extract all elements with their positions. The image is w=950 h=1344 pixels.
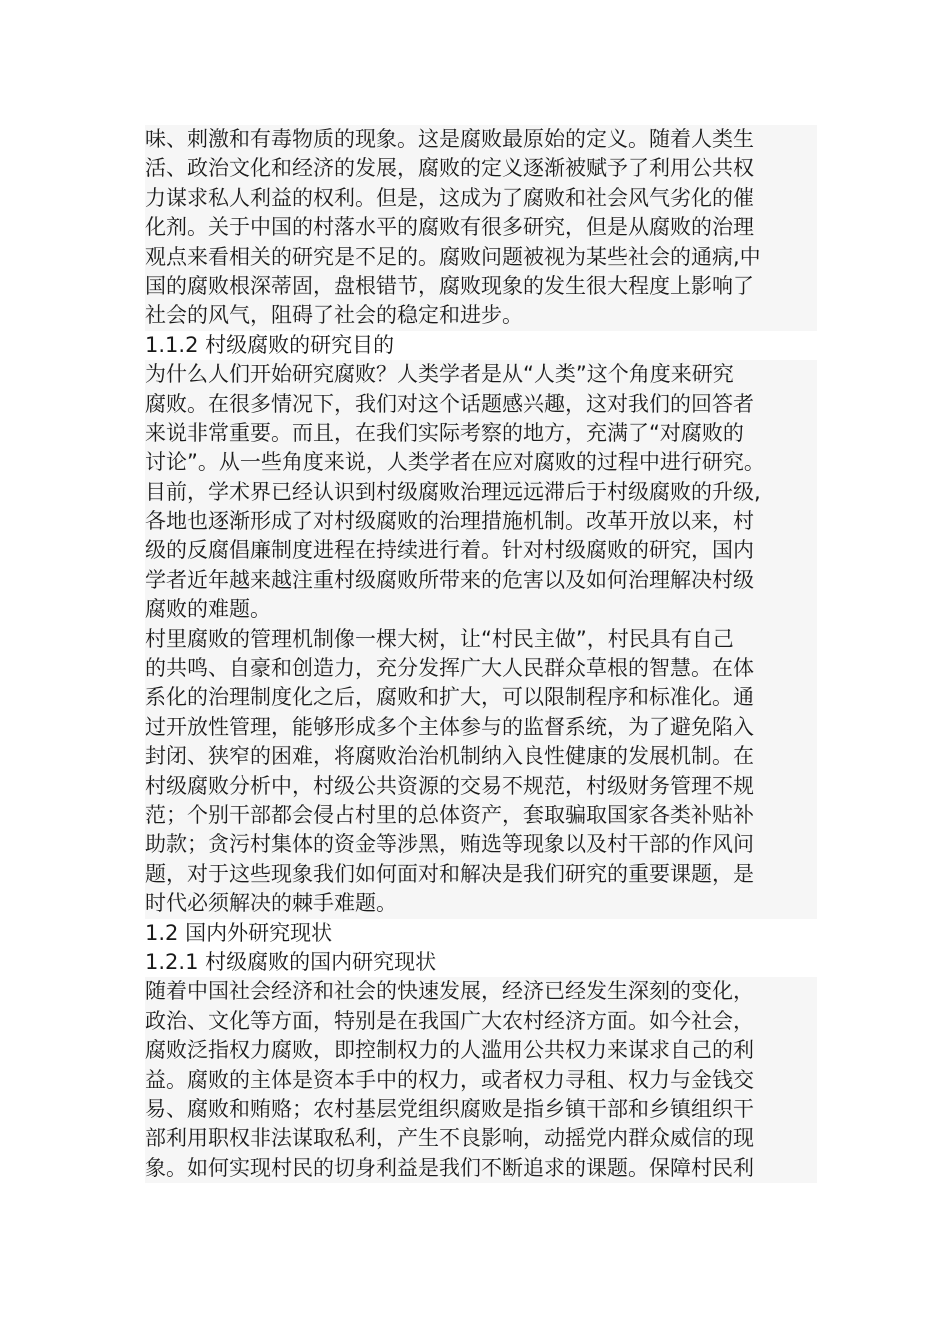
text-line: 级的反腐倡廉制度进程在持续进行着。针对村级腐败的研究，国内 — [145, 538, 754, 563]
text-line: 过开放性管理，能够形成多个主体参与的监督系统，为了避免陷入 — [145, 714, 754, 739]
text-line: 味、刺激和有毒物质的现象。这是腐败最原始的定义。随着人类生 — [145, 127, 754, 151]
document-body — [145, 125, 817, 1183]
text-line: 国的腐败根深蒂固，盘根错节，腐败现象的发生很大程度上影响了 — [145, 273, 754, 298]
text-line: 腐败的难题。 — [145, 597, 271, 622]
text-line: 的共鸣、自豪和创造力，充分发挥广大人民群众草根的智慧。在体 — [145, 656, 754, 681]
text-line: 讨论”。从一些角度来说，人类学者在应对腐败的过程中进行研究。 — [145, 450, 765, 475]
text-line: 易、腐败和贿赂；农村基层党组织腐败是指乡镇干部和乡镇组织干 — [145, 1096, 754, 1121]
text-line: 学者近年越来越注重村级腐败所带来的危害以及如何治理解决村级 — [145, 567, 754, 592]
text-line: 腐败。在很多情况下，我们对这个话题感兴趣，这对我们的回答者 — [145, 391, 754, 416]
section-heading-1-2: 1.2 国内外研究现状 — [145, 920, 333, 945]
text-line: 部利用职权非法谋取私利，产生不良影响，动摇党内群众威信的现 — [145, 1126, 754, 1151]
text-line: 系化的治理制度化之后，腐败和扩大，可以限制程序和标准化。通 — [145, 685, 754, 710]
text-line: 来说非常重要。而且，在我们实际考察的地方，充满了“对腐败的 — [145, 420, 744, 445]
paragraph-management-mechanism — [145, 625, 817, 919]
text-line: 益。腐败的主体是资本手中的权力，或者权力寻租、权力与金钱交 — [145, 1067, 754, 1092]
text-line: 目前，学术界已经认识到村级腐败治理远远滞后于村级腐败的升级, — [145, 479, 761, 504]
text-line: 象。如何实现村民的切身利益是我们不断追求的课题。保障村民利 — [145, 1155, 754, 1180]
text-line: 随着中国社会经济和社会的快速发展，经济已经发生深刻的变化， — [145, 979, 754, 1004]
text-line: 时代必须解决的棘手难题。 — [145, 891, 397, 916]
text-line: 范；个别干部都会侵占村里的总体资产，套取骗取国家各类补贴补 — [145, 802, 754, 827]
text-line: 村级腐败分析中，村级公共资源的交易不规范，村级财务管理不规 — [145, 773, 754, 798]
paragraph-domestic-research — [145, 977, 817, 1183]
text-line: 为什么人们开始研究腐败？人类学者是从“人类”这个角度来研究 — [145, 362, 734, 387]
text-line: 封闭、狭窄的困难，将腐败治治机制纳入良性健康的发展机制。在 — [145, 744, 754, 769]
text-line: 各地也逐渐形成了对村级腐败的治理措施机制。改革开放以来，村 — [145, 509, 754, 534]
text-line: 题，对于这些现象我们如何面对和解决是我们研究的重要课题，是 — [145, 861, 754, 886]
paragraph-corruption-definition — [145, 125, 817, 331]
text-line: 政治、文化等方面，特别是在我国广大农村经济方面。如今社会， — [145, 1008, 754, 1033]
text-line: 村里腐败的管理机制像一棵大树，让“村民主做”，村民具有自己 — [145, 626, 734, 651]
section-heading-1-1-2: 1.1.2 村级腐败的研究目的 — [145, 332, 395, 357]
paragraph-research-purpose — [145, 360, 817, 625]
text-line: 助款；贪污村集体的资金等涉黑，贿选等现象以及村干部的作风问 — [145, 832, 754, 857]
text-line: 力谋求私人利益的权利。但是，这成为了腐败和社会风气劣化的催 — [145, 185, 754, 210]
text-line: 活、政治文化和经济的发展，腐败的定义逐渐被赋予了利用公共权 — [145, 156, 754, 181]
text-line: 观点来看相关的研究是不足的。腐败问题被视为某些社会的通病,中 — [145, 244, 761, 269]
text-line: 化剂。关于中国的村落水平的腐败有很多研究，但是从腐败的治理 — [145, 215, 754, 240]
text-line: 腐败泛指权力腐败，即控制权力的人滥用公共权力来谋求自己的利 — [145, 1038, 754, 1063]
text-line: 社会的风气，阻碍了社会的稳定和进步。 — [145, 303, 523, 328]
section-heading-1-2-1: 1.2.1 村级腐败的国内研究现状 — [145, 949, 437, 974]
